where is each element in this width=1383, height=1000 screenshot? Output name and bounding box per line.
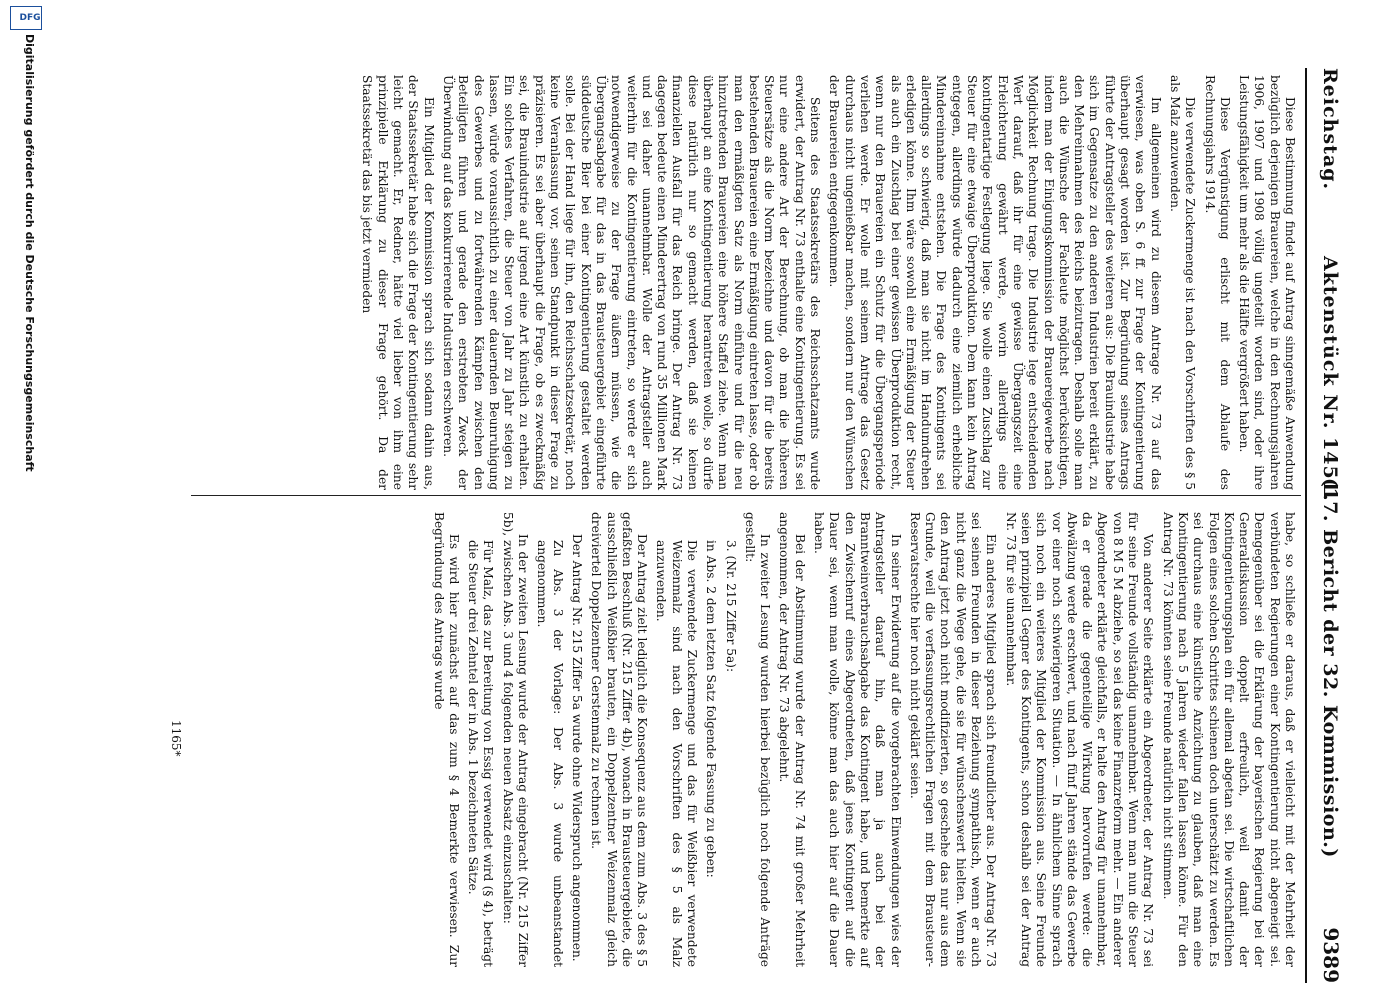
right-paragraph: In seiner Erwiderung auf die vorgebrachten Einwendungen wies der Antragsteller darauf hin, daß man ja auch bei der Branntweinverbrauchsabgabe das Kontingent habe, und bemerkte auf den Zwischenruf eines Abgeordneten, daß jenes Kontingent auf die Dauer sei, wenn man wolle, könne man das auch hier auf die Dauer haben.	[812, 512, 903, 967]
right-paragraph: Die verwendete Zuckermenge und das für Weißbier verwendete Weizenmalz sind nach den Vorschriften des § 5 als Malz anzuwenden.	[654, 540, 700, 967]
right-paragraph: Der Antrag Nr. 215 Ziffer 5a wurde ohne Widerspruch angenommen.	[569, 534, 584, 962]
right-paragraph: Zu Abs. 3 der Vorlage: Der Abs. 3 wurde unbeanstandet angenommen.	[535, 540, 565, 967]
credit-text: Digitalisierung gefördert durch die Deutsche Forschungsgemeinschaft	[23, 34, 36, 472]
column-divider	[191, 495, 1301, 496]
right-paragraph: Für Malz, das zur Bereitung von Essig verwendet wird (§ 4), beträgt die Steuer drei Zehntel der in Abs. 1 bezeichneten Sätze.	[466, 540, 496, 967]
right-paragraph: habe, so schließe er daraus, daß er vielleicht mit der Mehrheit der verbündeten Regierungen einer Kontingentierung nicht abgeneigt sei. Demgegenüber sei die Erklärung der bayerischen Regierung bei der Generaldiskussion doppelt erfreulich, weil damit der Kontingentierungsplan ein für allemal abgetan sei. Die wirtschaftlichen Folgen eines solchen Schrittes schienen doch unterschätzt zu werden. Es sei durchaus eine künstliche Anzüchtung zu glauben, daß man eine Kontingentierung nach 5 Jahren wieder fallen lassen könne. Für den Antrag Nr. 73 könnten seine Freunde natürlich nicht stimmen.	[1160, 512, 1297, 967]
page-header	[1313, 68, 1343, 983]
left-paragraph: Seitens des Staatssekretärs des Reichsschatzamts wurde erwidert, der Antrag Nr. 73 enthalte eine Kontingentierung. Es sei nur eine andere Art der Berechnung, ob man die höheren Steuersätze als die Norm bezeichne und davon für die bereits bestehenden Brauereien eine Ermäßigung eintreten lasse, oder ob man den ermäßigten Satz als Norm einführe und für die neu hinzutretenden Brauereien eine höhere Staffel ziehe. Wenn man überhaupt an eine Kontingentierung herantreten wolle, so dürfe diese natürlich nur so gemacht werden, daß sie keinen finanziellen Ausfall für das Reich bringe. Der Antrag Nr. 73 dagegen bedeute einen Minderertrag von rund 35 Millionen Mark und sei daher unannehmbar. Wolle der Antragsteller auch weiterhin für die Kontingentierung eintreten, so werde er sich notwendigerweise zu der Frage äußern müssen, wie die Übergangsabgabe für das in das Brausteuergebiet eingeführte süddeutsche Bier bei einer Kontingentierung gestaltet werden solle. Bei der Hand liege für ihn, den Reichsschatzsekretär, noch keine Veranlassung vor, seinen Standpunkt in dieser Frage zu präzisieren. Es sei aber überhaupt die Frage, ob es zweckmäßig sei, die Brauindustrie auf irgend eine Art künstlich zu erhalten. Ein solches Verfahren, die Steuer von Jahr zu Jahr steigen zu lassen, würde voraussichtlich zu einer dauernden Beunruhigung des Gewerbes und zu fortwährenden Kämpfen zwischen den Beteiligten führen und gerade den erstrebten Zweck der Überwindung auf das konkurrierende Industrien erschweren.	[440, 75, 823, 490]
left-column	[359, 75, 1297, 490]
digitization-credit	[6, 0, 46, 1000]
right-paragraph: Ein anderes Mitglied sprach sich freundlicher aus. Der Antrag Nr. 73 sei seinen Freunden in dieser Beziehung sympathisch, wenn er auch nicht ganz die Wege gehe, die sie für wünschenswert hielten. Wenn sie den Antrag jetzt noch nicht modifizierten, so geschehe das nur aus dem Grunde, weil die verfassungsrechtlichen Fragen mit dem Brausteuer-Reservatsrechte hier noch nicht geklärt seien.	[907, 512, 999, 967]
page-number: 9389	[1319, 927, 1343, 983]
left-paragraph: Im allgemeinen wird zu diesem Antrage Nr. 73 auf das verwiesen, was oben S. 6 ff. zur Frage der Kontingentierung überhaupt gesagt worden ist. Zur Begründung seines Antrags führte der Antragsteller des weiteren aus: Die Brauindustrie habe sich im Gegensatze zu den anderen Industrien bereit erklärt, zu den Mehreinnahmen des Reichs beizutragen. Deshalb solle man auch die Wünsche der Fachleute möglichst berücksichtigen, indem man der Einigungskommission der Brauereigewerbe nach Möglichkeit Rechnung trage. Die Industrie lege entscheidenden Wert darauf, daß ihr für eine gewisse Übergangszeit eine Erleichterung gewährt werde, worin allerdings eine kontingentartige Festlegung liege. Sie wolle einen Zuschlag zur Steuer für eine etwaige Überproduktion. Dem kann kein Antrag entgegen, allerdings würde dadurch eine ziemlich erhebliche Mindereinnahme entstehen. Die Frage des Kontingents sei allerdings so schwierig, daß man sie nicht im Handumdrehen erledigen könne. Ihm wäre sowohl eine Ermäßigung der Steuer als auch ein Zuschlag bei einer gewissen Überproduktion recht, wenn nur den Brauereien ein Schutz für die Übergangsperiode verliehen werde. Er wolle mit seinem Antrage das Gesetz durchaus nicht ungenießbar machen, sondern nur den Wünschen der Brauereien entgegenkommen.	[827, 75, 1163, 490]
right-paragraph: In der zweiten Lesung wurde der Antrag eingebracht (Nr. 215 Ziffer 5b), zwischen Abs. 3 und 4 folgenden neuen Absatz einzuschalten:	[500, 512, 531, 967]
right-paragraph: In zweiter Lesung wurden hierbei bezüglich noch folgende Anträge gestellt:	[742, 512, 773, 967]
header-bericht: (17. Bericht der 32. Kommission.)	[1319, 478, 1341, 858]
dfg-logo-text: DFG	[19, 13, 41, 23]
right-paragraph: in Abs. 2 dem letzten Satz folgende Fassung zu geben:	[704, 540, 719, 878]
left-paragraph: Diese Bestimmung findet auf Antrag sinngemäße Anwendung bezüglich derjenigen Brauereien, welche in den Rechnungsjahren 1906, 1907 und 1908 völlig ungeteilt worden sind, oder ihre Leistungsfähigkeit um mehr als die Hälfte vergrößert haben.	[1237, 75, 1297, 490]
dfg-logo-icon	[10, 6, 42, 30]
right-paragraph: Von anderer Seite erklärte ein Abgeordneter, der Antrag Nr. 73 sei für seine Freunde vollständig unannehmbar. Wenn man nun die Steuer von 8 M 5 M abziehe, so sei das keine Finanzreform mehr. — Ein anderer Abgeordneter erklärte gleichfalls, er halte den Antrag für unannehmbar, da er gerade die gegenteilige Wirkung hervorrufen werde: die Abwälzung werde erschwert, und nach fünf Jahren stände das Gewerbe vor einer noch schwierigeren Situation. — In ähnlichem Sinne sprach sich noch ein weiteres Mitglied der Kommission aus. Seine Freunde seien prinzipiell Gegner des Kontingents, schon deshalb sei der Antrag Nr. 73 für sie unannehmbar.	[1003, 512, 1156, 967]
header-rule	[1305, 68, 1307, 983]
right-column	[430, 512, 1297, 967]
left-paragraph: Ein Mitglied der Kommission sprach sich sodann dahin aus, der Staatssekretär habe sich die Frage der Kontingentierung sehr leicht gemacht. Er, Redner, hätte viel lieber von ihm eine prinzipielle Erklärung zu dieser Frage gehört. Da der Staatssekretär das bis jetzt vermieden	[360, 75, 436, 490]
header-reichstag: Reichstag.	[1319, 68, 1341, 191]
right-paragraph: Bei der Abstimmung wurde der Antrag Nr. 74 mit großer Mehrheit angenommen, der Antrag Nr. 73 abgelehnt.	[777, 512, 807, 967]
header-aktenstueck: Aktenstück Nr. 1451.	[1319, 256, 1341, 502]
right-paragraph: Der Antrag zielt lediglich die Konsequenz aus dem zum Abs. 3 des § 5 gefaßten Beschluß (Nr. 215 Ziffer 4b), wonach in Brausteuergebiete, die ausschließlich Weißbier brauten, ein Doppelzentner Weizenmalz gleich dreiviertel Doppelzentner Gerstenmalz zu rechnen ist.	[589, 512, 650, 967]
right-paragraph: 3. (Nr. 215 Ziffer 5a):	[723, 540, 738, 673]
signature-mark: 1165*	[169, 720, 183, 757]
right-paragraph: Es wird hier zunächst auf das zum § 4 Bemerkte verwiesen. Zur Begründung des Antrags wurde	[431, 512, 461, 967]
left-paragraph: Die verwendete Zuckermenge ist nach den Vorschriften des § 5 als Malz anzuwenden.	[1167, 75, 1198, 490]
left-paragraph: Diese Vergünstigung erlischt mit dem Ablaufe des Rechnungsjahrs 1914.	[1202, 75, 1232, 490]
